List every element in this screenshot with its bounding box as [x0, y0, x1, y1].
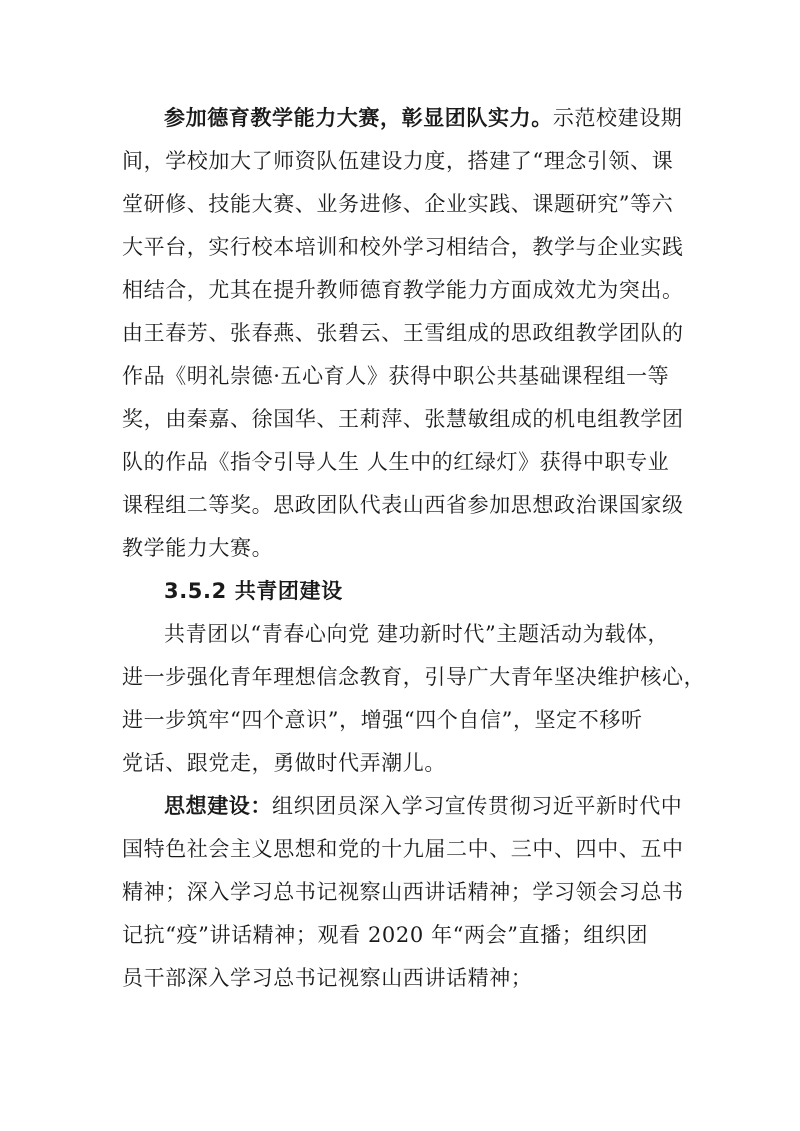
- paragraph-lead-bold: 思想建设：: [164, 793, 272, 818]
- paragraph-line: [164, 791, 682, 821]
- section-heading: 3.5.2 共青团建设: [164, 579, 343, 603]
- paragraph-line: 进一步强化青年理想信念教育，引导广大青年坚决维护核心，: [122, 665, 706, 689]
- paragraph-line: 教学能力大赛。: [122, 536, 274, 560]
- paragraph-line: 间，学校加大了师资队伍建设力度，搭建了“理念引领、课: [122, 149, 674, 173]
- paragraph-line: 记抗“疫”讲话精神；观看 2020 年“两会”直播；组织团: [122, 923, 649, 947]
- paragraph-line: 国特色社会主义思想和党的十九届二中、三中、四中、五中: [122, 837, 684, 861]
- paragraph-lead-text: 组织团员深入学习宣传贯彻习近平新时代中: [272, 794, 683, 818]
- paragraph-line: 堂研修、技能大赛、业务进修、企业实践、课题研究”等六: [122, 192, 674, 216]
- paragraph-line: 相结合，尤其在提升教师德育教学能力方面成效尤为突出。: [122, 278, 684, 302]
- paragraph-line: 由王春芳、张春燕、张碧云、王雪组成的思政组教学团队的: [122, 321, 684, 345]
- paragraph-line: 员干部深入学习总书记视察山西讲话精神；: [122, 966, 533, 990]
- paragraph-line: 奖，由秦嘉、徐国华、王莉萍、张慧敏组成的机电组教学团: [122, 407, 684, 431]
- paragraph-line: 大平台，实行校本培训和校外学习相结合，教学与企业实践: [122, 235, 684, 259]
- paragraph-line: 进一步筑牢“四个意识”，增强“四个自信”，坚定不移听: [122, 708, 643, 732]
- paragraph-lead-bold: 参加德育教学能力大赛，彰显团队实力。: [164, 105, 553, 130]
- paragraph-line: 课程组二等奖。思政团队代表山西省参加思想政治课国家级: [122, 493, 684, 517]
- paragraph-line: 作品《明礼崇德·五心育人》获得中职公共基础课程组一等: [122, 364, 670, 388]
- paragraph-line: 共青团以“青春心向党 建功新时代”主题活动为载体，: [164, 622, 670, 646]
- paragraph-line: 精神；深入学习总书记视察山西讲话精神；学习领会习总书: [122, 880, 684, 904]
- paragraph-line: 队的作品《指令引导人生 人生中的红绿灯》获得中职专业: [122, 450, 670, 474]
- paragraph-line: [164, 103, 682, 133]
- paragraph-line: 党话、跟党走，勇做时代弄潮儿。: [122, 751, 446, 775]
- paragraph-lead-text: 示范校建设期: [552, 106, 683, 130]
